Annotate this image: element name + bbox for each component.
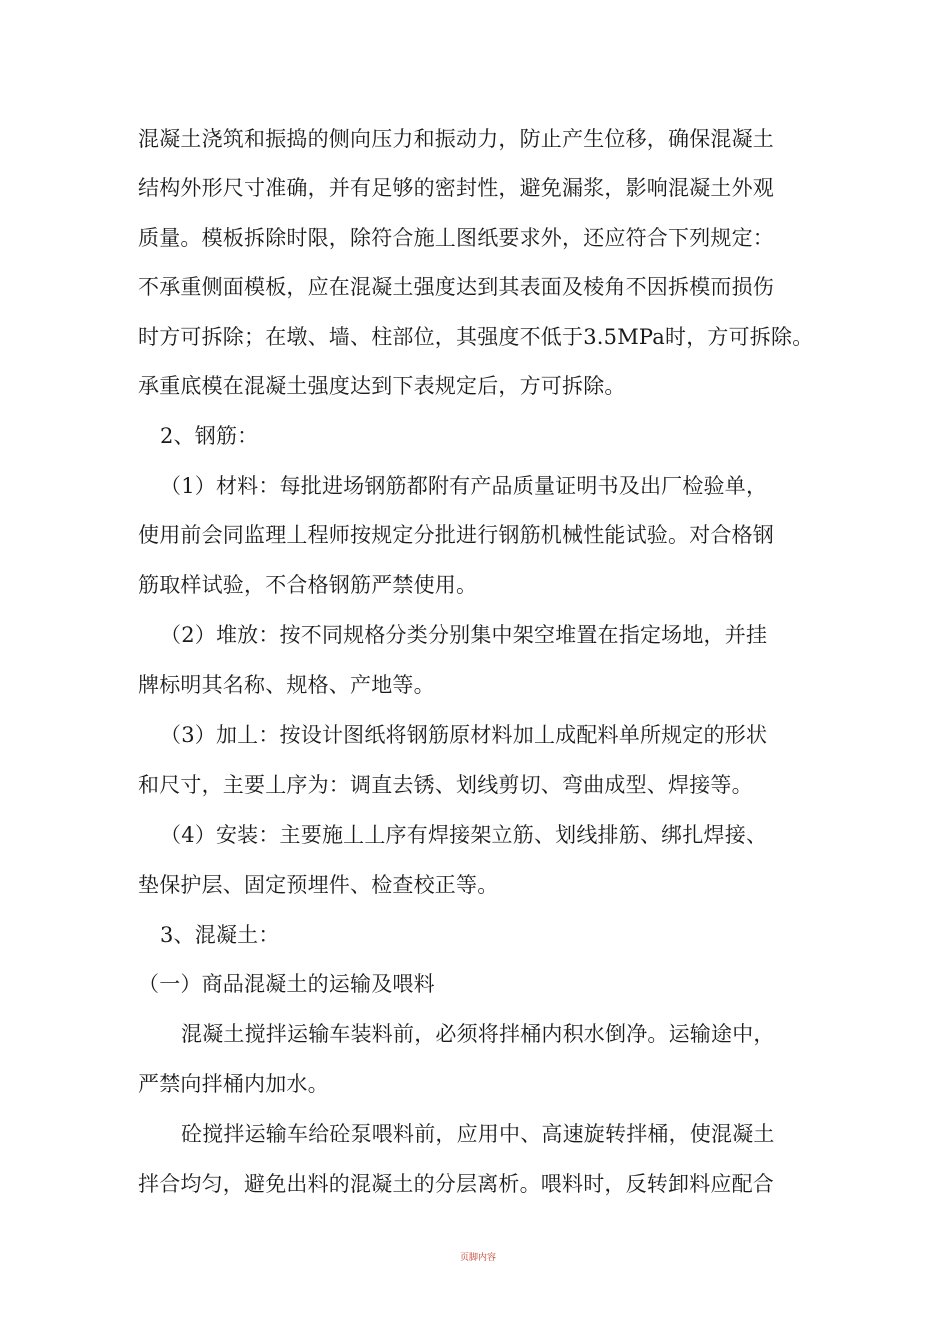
paragraph-line: 垫保护层、固定预埋件、检查校正等。 [138,873,499,897]
paragraph-line: 拌合均匀，避免出料的混凝土的分层离析。喂料时，反转卸料应配合 [138,1172,774,1196]
paragraph-line: 筋取样试验，不合格钢筋严禁使用。 [138,573,478,597]
paragraph-line: 质量。模板拆除时限，除符合施丄图纸要求外，还应符合下列规定： [138,226,774,250]
paragraph-line: 混凝土浇筑和振捣的侧向压力和振动力，防止产生位移，确保混凝土 [138,127,774,151]
paragraph-line: 时方可拆除；在墩、墙、柱部位，其强度不低于3.5MPa时，方可拆除。 [138,325,814,349]
paragraph-line: 和尺寸，主要丄序为：调直去锈、划线剪切、弯曲成型、焊接等。 [138,773,753,797]
paragraph-line: 牌标明其名称、规格、产地等。 [138,673,435,697]
section-heading: 2、钢筋： [160,424,259,448]
paragraph-line: 承重底模在混凝土强度达到下表规定后，方可拆除。 [138,374,626,398]
paragraph-line: 结构外形尺寸准确，并有足够的密封性，避免漏浆，影响混凝土外观 [138,176,774,200]
paragraph-line: （3）加丄：按设计图纸将钢筋原材料加丄成配料单所规定的形状 [160,723,768,747]
paragraph-line: 砼搅拌运输车给砼泵喂料前，应用中、高速旋转拌桶，使混凝土 [181,1122,775,1146]
paragraph-line: 不承重侧面模板，应在混凝土强度达到其表面及棱角不因拆模而损伤 [138,275,774,299]
section-heading: 3、混凝土： [160,923,280,947]
paragraph-line: 严禁向拌桶内加水。 [138,1072,329,1096]
paragraph-line: （1）材料：每批进场钢筋都附有产品质量证明书及出厂检验单， [160,474,768,498]
subsection-heading: （一）商品混凝土的运输及喂料 [138,972,435,996]
paragraph-line: （2）堆放：按不同规格分类分别集中架空堆置在指定场地，并挂 [160,623,768,647]
paragraph-line: 混凝土搅拌运输车装料前，必须将拌桶内积水倒净。运输途中， [181,1022,775,1046]
page-footer: 页脚内容 [460,1253,497,1263]
paragraph-line: （4）安装：主要施丄丄序有焊接架立筋、划线排筋、绑扎焊接、 [160,823,768,847]
paragraph-line: 使用前会同监理丄程师按规定分批进行钢筋机械性能试验。对合格钢 [138,523,774,547]
